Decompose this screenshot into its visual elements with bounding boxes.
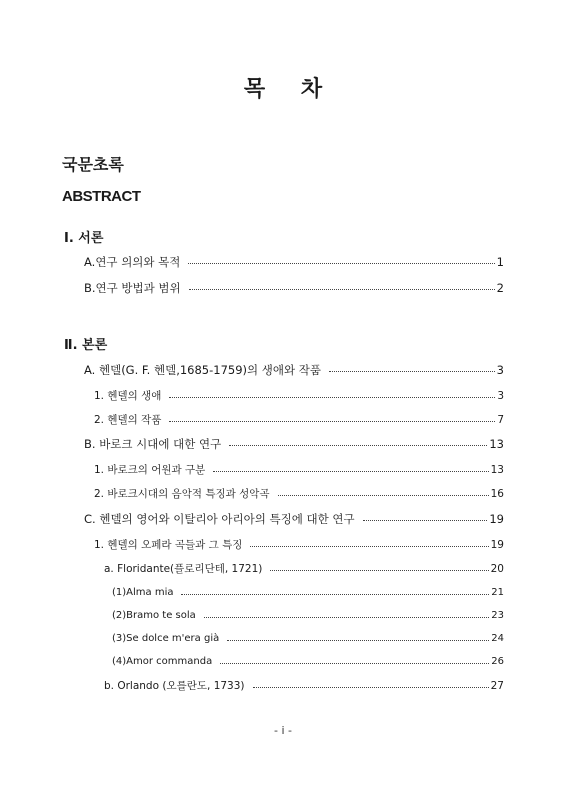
toc-entry-page: 27 — [490, 680, 504, 692]
toc-entry[interactable] — [112, 654, 504, 670]
toc-entry-page: 26 — [491, 656, 504, 667]
toc-entry[interactable] — [84, 280, 504, 296]
toc-entry-page: 20 — [490, 563, 504, 575]
dot-leader — [220, 654, 489, 664]
dot-leader — [213, 462, 488, 472]
dot-leader — [363, 511, 488, 521]
toc-entry-page: 13 — [489, 437, 504, 451]
toc-entry-label: (2)Bramo te sola — [112, 610, 196, 621]
dot-leader — [229, 436, 487, 446]
dot-leader — [278, 486, 489, 496]
toc-entry-page: 1 — [496, 255, 504, 269]
toc-entry-label: 2. 바로크시대의 음악적 특징과 성악곡 — [94, 488, 270, 500]
toc-entry[interactable] — [94, 537, 504, 553]
dot-leader — [169, 412, 495, 422]
toc-entry-label: B. 바로크 시대에 대한 연구 — [84, 437, 222, 451]
toc-entry-page: 3 — [496, 363, 504, 377]
page-title: 목 차 — [243, 77, 337, 102]
toc-entry[interactable] — [84, 511, 504, 527]
toc-entry[interactable] — [84, 362, 504, 378]
toc-entry-label: 1. 헨델의 오페라 곡들과 그 특징 — [94, 539, 243, 551]
dot-leader — [188, 254, 494, 264]
toc-entry[interactable] — [94, 388, 504, 404]
korean-abstract-heading: 국문초록 — [62, 155, 124, 174]
abstract-heading: ABSTRACT — [62, 188, 141, 205]
toc-entry-label: A.연구 의의와 목적 — [84, 255, 181, 269]
toc-entry-label: (3)Se dolce m'era già — [112, 633, 220, 644]
toc-entry-page: 13 — [490, 464, 504, 476]
toc-entry[interactable] — [94, 462, 504, 478]
toc-entry-label: (4)Amor commanda — [112, 656, 213, 667]
toc-entry-label: A. 헨델(G. F. 헨델,1685-1759)의 생애와 작품 — [84, 363, 321, 377]
toc-entry-label: 1. 헨델의 생애 — [94, 390, 162, 402]
page-number-footer: - i - — [274, 724, 292, 737]
toc-entry-page: 21 — [491, 587, 504, 598]
toc-entry-page: 16 — [490, 488, 504, 500]
toc-entry-label: (1)Alma mia — [112, 587, 174, 598]
dot-leader — [329, 362, 495, 372]
toc-entry-label: a. Floridante(플로리단테, 1721) — [104, 563, 263, 575]
toc-entry-label: B.연구 방법과 범위 — [84, 281, 181, 295]
toc-entry-page: 19 — [489, 512, 504, 526]
toc-entry[interactable] — [112, 608, 504, 624]
toc-entry[interactable] — [104, 561, 504, 577]
dot-leader — [204, 608, 489, 618]
dot-leader — [169, 388, 495, 398]
toc-entry-page: 19 — [490, 539, 504, 551]
toc-entry-page: 3 — [497, 390, 504, 402]
toc-entry[interactable] — [84, 254, 504, 270]
toc-entry-label: b. Orlando (오를란도, 1733) — [104, 680, 245, 692]
toc-entry-page: 2 — [496, 281, 504, 295]
toc-entry-label: 2. 헨델의 작품 — [94, 414, 162, 426]
toc-entry[interactable] — [112, 631, 504, 647]
toc-entry[interactable] — [112, 585, 504, 601]
toc-entry[interactable] — [84, 436, 504, 452]
toc-entry[interactable] — [94, 486, 504, 502]
toc-entry[interactable] — [94, 412, 504, 428]
toc-entry-page: 23 — [491, 610, 504, 621]
dot-leader — [227, 631, 489, 641]
toc-entry-label: C. 헨델의 영어와 이탈리아 아리아의 특징에 대한 연구 — [84, 512, 355, 526]
dot-leader — [270, 561, 488, 571]
toc-entry-page: 24 — [491, 633, 504, 644]
toc-entry[interactable] — [104, 678, 504, 694]
dot-leader — [189, 280, 495, 290]
dot-leader — [250, 537, 488, 547]
dot-leader — [181, 585, 489, 595]
chapter-heading-main-body: Ⅱ. 본론 — [64, 338, 108, 353]
chapter-heading-introduction: Ⅰ. 서론 — [64, 231, 104, 246]
toc-entry-label: 1. 바로크의 어원과 구분 — [94, 464, 206, 476]
dot-leader — [253, 678, 489, 688]
toc-entry-page: 7 — [497, 414, 504, 426]
